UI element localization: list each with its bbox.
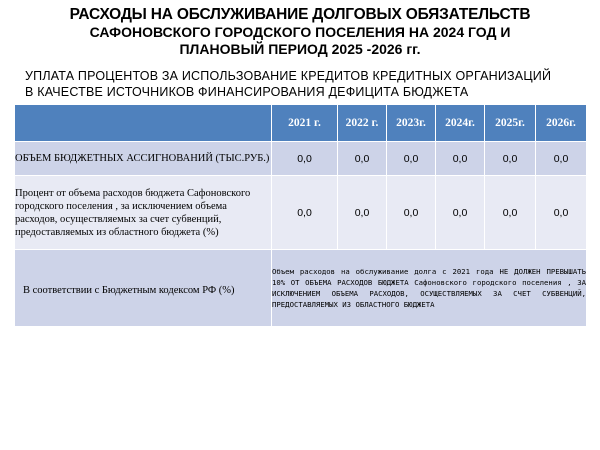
table-row-note	[15, 250, 587, 327]
title-line-1: РАСХОДЫ НА ОБСЛУЖИВАНИЕ ДОЛГОВЫХ ОБЯЗАТЕЛЬСТВ	[69, 6, 531, 23]
header-cell-empty	[15, 105, 272, 142]
table-cell: 0,0	[485, 176, 536, 250]
subtitle-line-1: УПЛАТА ПРОЦЕНТОВ ЗА ИСПОЛЬЗОВАНИЕ КРЕДИТОВ КРЕДИТНЫХ ОРГАНИЗАЦИЙ	[25, 69, 552, 83]
title-line-2: САФОНОВСКОГО ГОРОДСКОГО ПОСЕЛЕНИЯ НА 2024 ГОД И	[89, 24, 511, 40]
table-cell: 0,0	[436, 142, 485, 176]
header-cell-2026: 2026г.	[536, 105, 587, 142]
table-cell: 0,0	[436, 176, 485, 250]
table-cell: 0,0	[338, 142, 387, 176]
row-label-appropriations: ОБЪЕМ БЮДЖЕТНЫХ АССИГНОВАНИЙ (ТЫС.РУБ.)	[15, 142, 272, 176]
table-cell: 0,0	[272, 142, 338, 176]
table-row	[15, 176, 587, 250]
table-cell: 0,0	[272, 176, 338, 250]
page-title	[0, 6, 600, 58]
table-cell: 0,0	[536, 142, 587, 176]
header-cell-2025: 2025г.	[485, 105, 536, 142]
table-cell: 0,0	[338, 176, 387, 250]
table-cell: 0,0	[387, 176, 436, 250]
subtitle-line-2: В КАЧЕСТВЕ ИСТОЧНИКОВ ФИНАНСИРОВАНИЯ ДЕФИЦИТА БЮДЖЕТА	[25, 85, 469, 99]
subtitle	[25, 68, 595, 100]
header-cell-2023: 2023г.	[387, 105, 436, 142]
header-cell-2022: 2022 г.	[338, 105, 387, 142]
title-line-3: ПЛАНОВЫЙ ПЕРИОД 2025 -2026 гг.	[179, 41, 421, 57]
table-header-row	[15, 105, 587, 142]
note-cell: Объем расходов на обслуживание долга с 2021 года НЕ ДОЛЖЕН ПРЕВЫШАТЬ 10% ОТ ОБЪЕМА РАСХОДОВ БЮДЖЕТА Сафоновского городского поселения , ЗА ИСКЛЮЧЕНИЕМ ОБЪЕМА РАСХОДОВ, ОСУЩЕСТВЛЯЕМЫХ ЗА СЧЕТ СУБВЕНЦИЙ, ПРЕДОСТАВЛЯЕМЫХ ИЗ ОБЛАСТНОГО БЮДЖЕТА	[272, 250, 587, 327]
table-row	[15, 142, 587, 176]
table-cell: 0,0	[536, 176, 587, 250]
header-cell-2024: 2024г.	[436, 105, 485, 142]
row-label-percent: Процент от объема расходов бюджета Сафоновского городского поселения , за исключением объема расходов, осуществляемых за счет субвенций, предоставляемых из областного бюджета (%)	[15, 176, 272, 250]
expenses-table	[14, 104, 587, 327]
row-label-budget-code: В соответствии с Бюджетным кодексом РФ (%)	[15, 250, 272, 327]
header-cell-2021: 2021 г.	[272, 105, 338, 142]
table-cell: 0,0	[387, 142, 436, 176]
table-cell: 0,0	[485, 142, 536, 176]
